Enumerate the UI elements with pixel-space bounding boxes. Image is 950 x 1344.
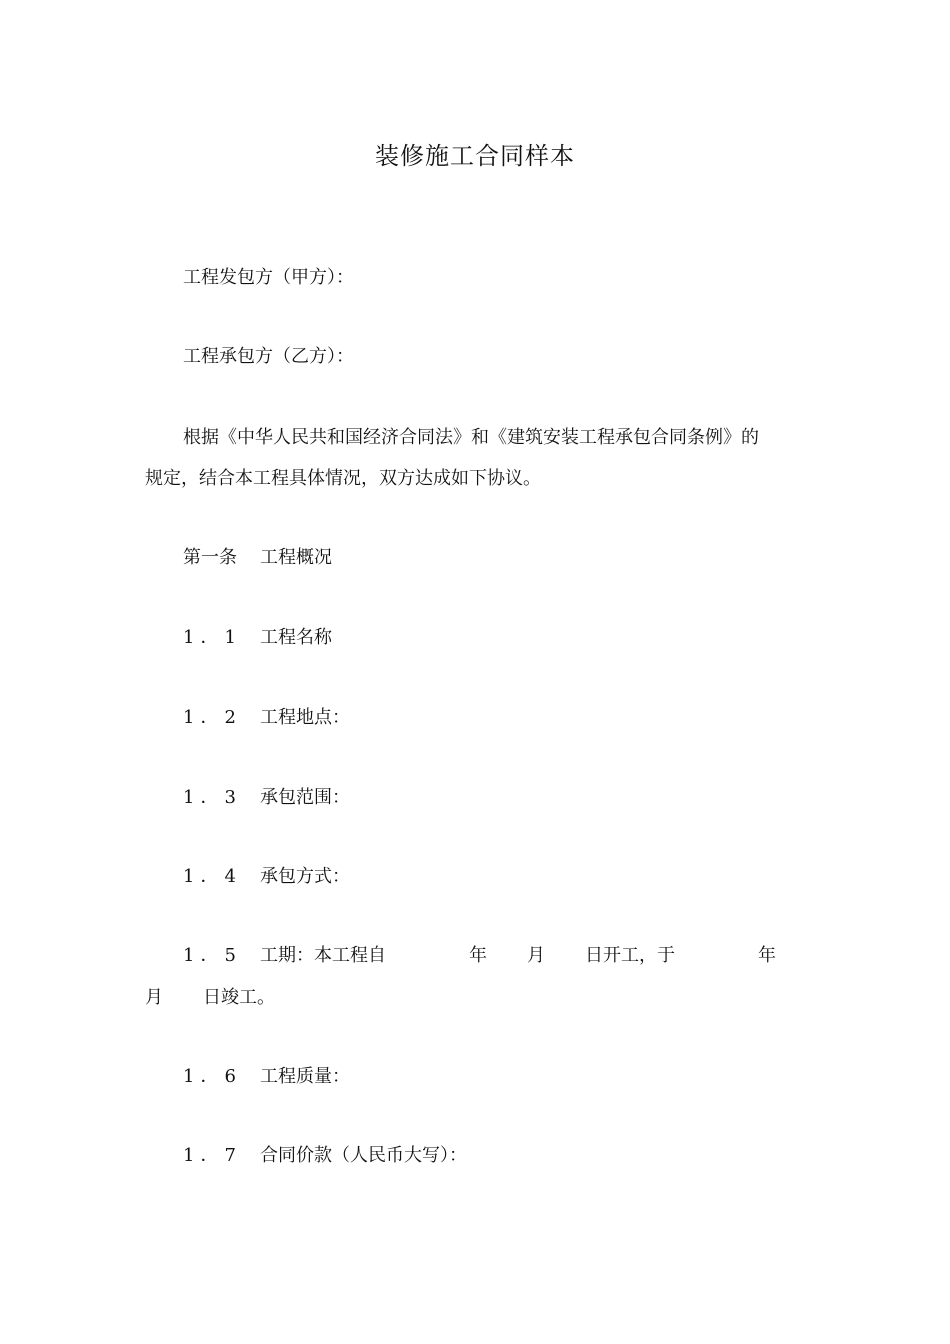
item-number: 1．3 [183, 787, 242, 808]
item-text: 承包范围： [260, 787, 350, 808]
party-a-line: 工程发包方（甲方）： [183, 267, 354, 288]
party-b-line: 工程承包方（乙方）： [183, 346, 354, 367]
item-number: 1．4 [183, 866, 242, 887]
item-number: 1．6 [183, 1066, 242, 1087]
item-text: 工程质量： [260, 1066, 350, 1087]
item-number: 1．2 [183, 707, 242, 728]
item-number: 1．5 [183, 945, 242, 966]
preamble-line-1: 根据《中华人民共和国经济合同法》和《建筑安装工程承包合同条例》的 [183, 427, 759, 448]
item-text: 合同价款（人民币大写）： [260, 1145, 467, 1166]
item-1-5 [183, 944, 386, 968]
duration-year-1: 年 [469, 945, 487, 966]
item-1-3 [183, 786, 350, 810]
duration-year-2: 年 [758, 945, 776, 966]
duration-month-2: 月 [145, 987, 163, 1008]
item-1-6 [183, 1065, 350, 1089]
duration-month-1: 月 [527, 945, 545, 966]
duration-day-start: 日开工，于 [585, 945, 675, 966]
article-1-title: 工程概况 [260, 547, 332, 568]
duration-day-end: 日竣工。 [203, 987, 275, 1008]
item-1-7 [183, 1144, 467, 1168]
item-1-2 [183, 706, 350, 730]
item-1-4 [183, 865, 350, 889]
item-text: 工程名称 [260, 627, 332, 648]
item-number: 1．1 [183, 627, 242, 648]
item-text: 承包方式： [260, 866, 350, 887]
article-1-heading [183, 546, 332, 570]
preamble-line-2: 规定，结合本工程具体情况，双方达成如下协议。 [145, 468, 541, 489]
document-title: 装修施工合同样本 [375, 142, 575, 170]
item-1-1 [183, 626, 332, 650]
article-1-label: 第一条 [183, 547, 237, 568]
item-text: 工期：本工程自 [260, 945, 386, 966]
item-number: 1．7 [183, 1145, 242, 1166]
item-text: 工程地点： [260, 707, 350, 728]
